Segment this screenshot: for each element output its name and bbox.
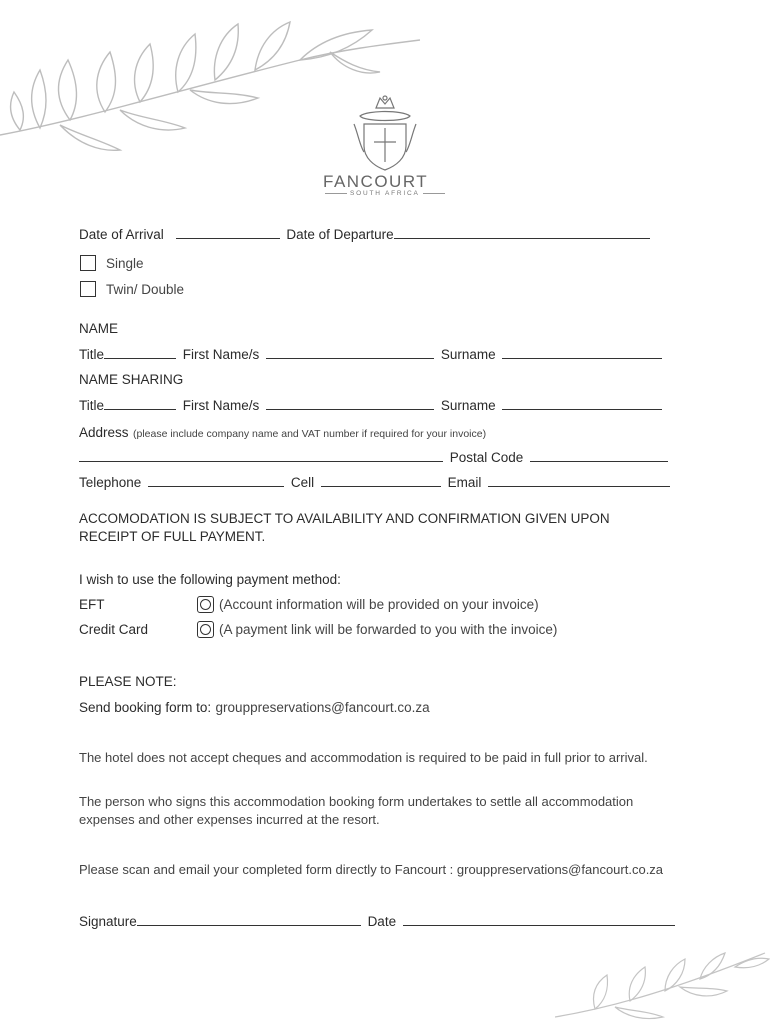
address-input[interactable] — [79, 449, 443, 462]
sharing-name-row — [79, 397, 665, 413]
brand-subtitle: SOUTH AFRICA — [325, 190, 445, 197]
please-note-heading: PLEASE NOTE: — [79, 674, 177, 689]
departure-label: Date of Departure — [286, 227, 394, 242]
eft-radio[interactable] — [197, 596, 214, 613]
single-checkbox[interactable] — [80, 255, 96, 271]
signatory-notice-line1: The person who signs this accommodation booking form undertakes to settle all accommodation — [79, 794, 634, 809]
contact-row — [79, 474, 673, 490]
guest-title-input[interactable] — [104, 346, 176, 359]
cell-input[interactable] — [321, 474, 441, 487]
departure-input[interactable] — [394, 226, 650, 239]
payment-prompt: I wish to use the following payment method: — [79, 572, 341, 587]
guest-surname-input[interactable] — [502, 346, 662, 359]
eft-label: EFT — [79, 597, 105, 612]
brand-name: FANCOURT — [323, 172, 429, 191]
email-input[interactable] — [488, 474, 670, 487]
postal-code-label: Postal Code — [449, 450, 524, 465]
signature-label: Signature — [79, 914, 137, 929]
eft-description: (Account information will be provided on your invoice) — [219, 597, 539, 612]
sharing-title-label: Title — [79, 398, 105, 413]
credit-card-radio[interactable] — [197, 621, 214, 638]
twin-double-label: Twin/ Double — [106, 282, 185, 297]
sharing-first-name-label: First Name/s — [182, 398, 260, 413]
sharing-surname-label: Surname — [440, 398, 496, 413]
credit-card-description: (A payment link will be forwarded to you with the invoice) — [219, 622, 558, 637]
name-sharing-section-label: NAME SHARING — [79, 372, 184, 387]
sharing-surname-input[interactable] — [502, 397, 662, 410]
fancourt-crest-logo — [350, 90, 420, 172]
guest-first-name-input[interactable] — [266, 346, 434, 359]
date-input[interactable] — [403, 913, 675, 926]
telephone-input[interactable] — [148, 474, 284, 487]
address-row — [79, 424, 486, 442]
send-booking-row — [79, 699, 430, 717]
leaf-branch-decoration-bottom — [555, 945, 770, 1024]
arrival-input[interactable] — [176, 226, 280, 239]
address-label: Address — [79, 425, 129, 440]
availability-notice-line2: RECEIPT OF FULL PAYMENT. — [79, 529, 266, 544]
guest-title-label: Title — [79, 347, 105, 362]
send-booking-email[interactable]: grouppreservations@fancourt.co.za — [215, 700, 430, 715]
send-booking-label: Send booking form to: — [79, 700, 212, 715]
guest-surname-label: Surname — [440, 347, 496, 362]
single-label: Single — [106, 256, 144, 271]
scan-email-instruction: Please scan and email your completed form directly to Fancourt : grouppreservations@fancourt.co.za — [79, 862, 664, 877]
address-note: (please include company name and VAT number if required for your invoice) — [132, 428, 487, 440]
address-line-row — [79, 449, 671, 465]
name-section-label: NAME — [79, 321, 119, 336]
signatory-notice — [79, 793, 633, 829]
availability-notice — [79, 510, 610, 546]
sharing-first-name-input[interactable] — [266, 397, 434, 410]
telephone-label: Telephone — [79, 475, 142, 490]
email-label: Email — [447, 475, 482, 490]
sharing-title-input[interactable] — [104, 397, 176, 410]
availability-notice-line1: ACCOMODATION IS SUBJECT TO AVAILABILITY AND CONFIRMATION GIVEN UPON — [79, 511, 610, 526]
credit-card-label: Credit Card — [79, 622, 149, 637]
signature-input[interactable] — [137, 913, 361, 926]
cheques-notice: The hotel does not accept cheques and accommodation is required to be paid in full prior to arrival. — [79, 750, 648, 765]
signature-row — [79, 913, 678, 929]
guest-first-name-label: First Name/s — [182, 347, 260, 362]
signatory-notice-line2: expenses and other expenses incurred at the resort. — [79, 812, 380, 827]
arrival-label: Date of Arrival — [79, 227, 164, 242]
dates-row — [79, 226, 653, 242]
postal-code-input[interactable] — [530, 449, 668, 462]
cell-label: Cell — [290, 475, 315, 490]
guest-name-row — [79, 346, 665, 362]
date-label: Date — [367, 914, 397, 929]
twin-double-checkbox[interactable] — [80, 281, 96, 297]
